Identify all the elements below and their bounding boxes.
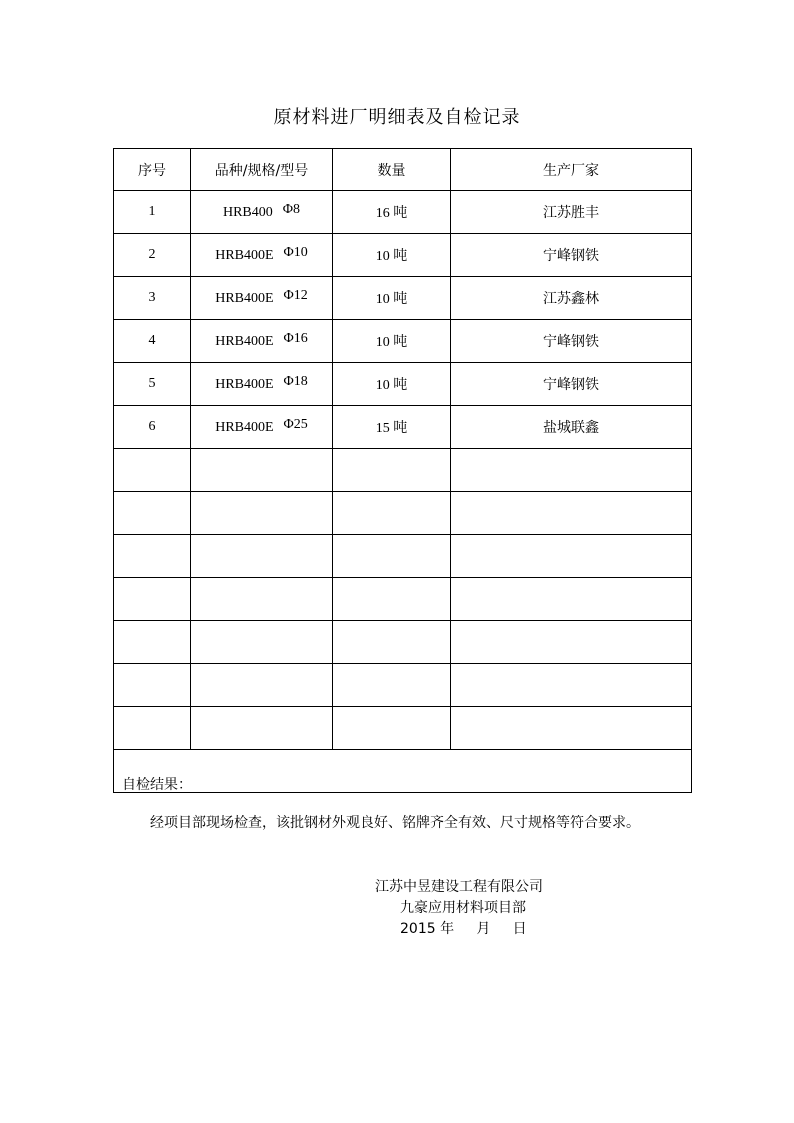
self-check-result-cell (114, 750, 692, 937)
row-qty: 15 吨 (333, 406, 451, 449)
spec-diameter: Φ8 (282, 201, 301, 217)
table-row (114, 277, 692, 320)
result-text: 经项目部现场检查，该批钢材外观良好、铭牌齐全有效、尺寸规格等符合要求。 (150, 815, 640, 831)
table-row (114, 363, 692, 406)
result-row (114, 750, 692, 793)
empty-cell (191, 492, 333, 535)
empty-row (114, 535, 692, 578)
row-spec (191, 320, 333, 363)
empty-row (114, 621, 692, 664)
spec-diameter: Φ10 (283, 244, 308, 260)
department-name: 九豪应用材料项目部 (400, 900, 526, 916)
row-qty: 10 吨 (333, 234, 451, 277)
empty-cell (114, 707, 191, 750)
spec-diameter: Φ25 (283, 416, 308, 432)
empty-cell (451, 664, 692, 707)
table-header-row (114, 149, 692, 191)
row-qty: 10 吨 (333, 320, 451, 363)
empty-cell (333, 707, 451, 750)
materials-table (113, 148, 692, 937)
empty-cell (114, 535, 191, 578)
row-maker: 宁峰钢铁 (451, 320, 692, 363)
row-maker: 宁峰钢铁 (451, 363, 692, 406)
empty-cell (333, 535, 451, 578)
row-maker: 盐城联鑫 (451, 406, 692, 449)
row-spec (191, 363, 333, 406)
company-name: 江苏中昱建设工程有限公司 (375, 879, 543, 895)
spec-grade: HRB400E (215, 333, 274, 349)
spec-diameter: Φ16 (283, 330, 308, 346)
empty-row (114, 707, 692, 750)
row-no: 6 (114, 406, 191, 449)
row-maker: 江苏胜丰 (451, 191, 692, 234)
row-qty: 10 吨 (333, 363, 451, 406)
row-no: 4 (114, 320, 191, 363)
row-qty: 16 吨 (333, 191, 451, 234)
empty-row (114, 449, 692, 492)
signature-date: 2015 年 月 日 (400, 921, 527, 937)
spec-grade: HRB400E (215, 376, 274, 392)
spec-grade: HRB400E (215, 419, 274, 435)
empty-row (114, 664, 692, 707)
empty-cell (114, 449, 191, 492)
empty-cell (191, 535, 333, 578)
spec-grade: HRB400 (222, 204, 273, 220)
header-no: 序号 (114, 149, 191, 191)
empty-cell (191, 621, 333, 664)
document-title: 原材料进厂明细表及自检记录 (273, 107, 521, 128)
spec-diameter: Φ12 (283, 287, 308, 303)
empty-cell (451, 492, 692, 535)
spec-diameter: Φ18 (283, 373, 308, 389)
row-no: 3 (114, 277, 191, 320)
result-label: 自检结果： (122, 777, 192, 793)
row-no: 5 (114, 363, 191, 406)
table-row (114, 191, 692, 234)
table-row (114, 406, 692, 449)
empty-cell (333, 578, 451, 621)
header-qty: 数量 (333, 149, 451, 191)
row-spec (191, 277, 333, 320)
row-qty: 10 吨 (333, 277, 451, 320)
empty-cell (333, 664, 451, 707)
empty-cell (333, 621, 451, 664)
empty-cell (333, 492, 451, 535)
spec-grade: HRB400E (215, 247, 274, 263)
empty-row (114, 578, 692, 621)
empty-cell (451, 707, 692, 750)
table-row (114, 320, 692, 363)
empty-cell (451, 535, 692, 578)
row-spec (191, 406, 333, 449)
header-spec: 品种/规格/型号 (191, 149, 333, 191)
row-maker: 宁峰钢铁 (451, 234, 692, 277)
empty-cell (114, 492, 191, 535)
empty-cell (333, 449, 451, 492)
row-no: 1 (114, 191, 191, 234)
empty-cell (451, 578, 692, 621)
row-no: 2 (114, 234, 191, 277)
header-maker: 生产厂家 (451, 149, 692, 191)
spec-grade: HRB400E (215, 290, 274, 306)
empty-cell (114, 664, 191, 707)
empty-cell (114, 621, 191, 664)
empty-cell (191, 449, 333, 492)
empty-cell (191, 707, 333, 750)
empty-cell (451, 621, 692, 664)
empty-cell (191, 664, 333, 707)
empty-cell (191, 578, 333, 621)
row-spec (191, 234, 333, 277)
row-spec (191, 191, 333, 234)
row-maker: 江苏鑫林 (451, 277, 692, 320)
empty-cell (451, 449, 692, 492)
empty-cell (114, 578, 191, 621)
table-row (114, 234, 692, 277)
empty-row (114, 492, 692, 535)
